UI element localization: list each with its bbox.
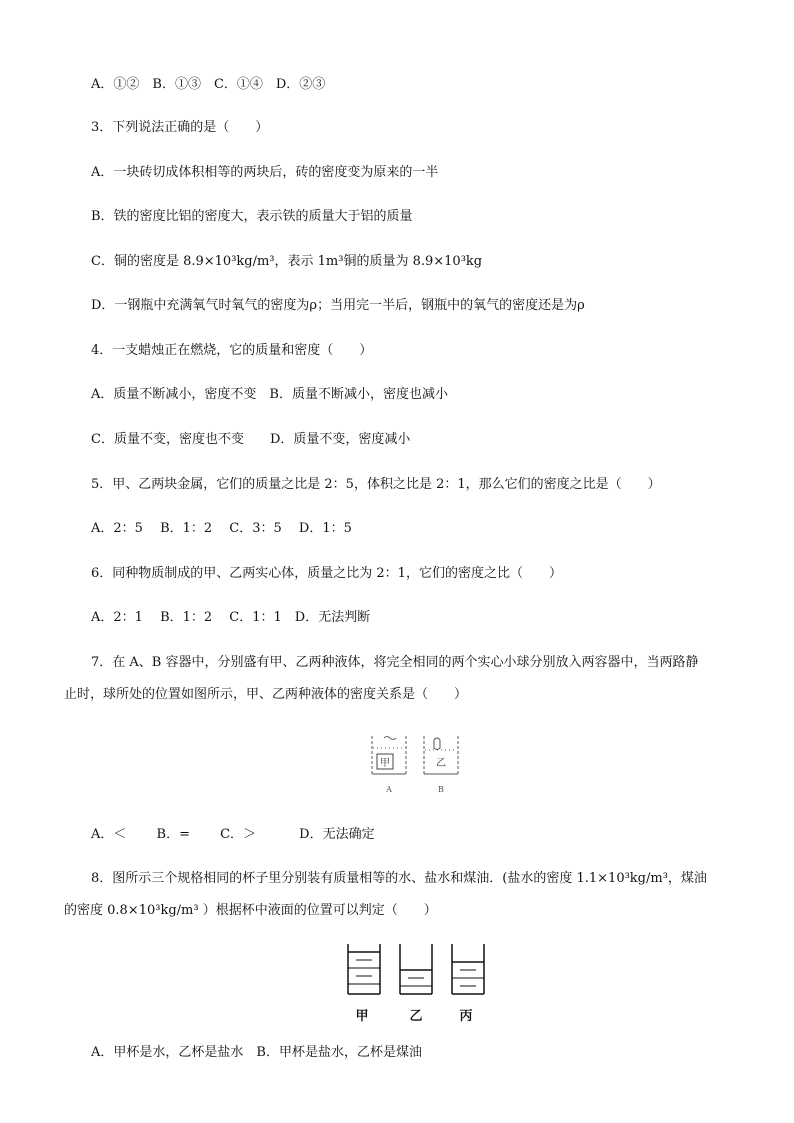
container-a	[372, 736, 406, 774]
q7-stem-line2: 止时，球所处的位置如图所示，甲、乙两种液体的密度关系是（ ）	[64, 687, 468, 702]
q8-options-ab: A．甲杯是水，乙杯是盐水 B．甲杯是盐水，乙杯是煤油	[91, 1045, 422, 1060]
q7-options: A．＜ B．= C．＞ D．无法确定	[91, 827, 375, 842]
q3-option-d: D．一钢瓶中充满氧气时氧气的密度为ρ；当用完一半后，钢瓶中的氧气的密度还是为ρ	[91, 298, 585, 313]
cup-yi	[400, 944, 432, 994]
cup-bing-label: 丙	[459, 1009, 473, 1024]
q4-options-ab: A．质量不断减小，密度不变 B．质量不断减小，密度也减小	[91, 387, 448, 402]
cup-yi-label: 乙	[409, 1009, 423, 1024]
container-b-letter: B	[438, 785, 444, 794]
q3-option-b: B．铁的密度比铝的密度大，表示铁的质量大于铝的质量	[91, 209, 413, 224]
cup-bing	[452, 944, 484, 994]
q3-option-c: C．铜的密度是 8.9×10³kg/m³，表示 1m³铜的质量为 8.9×10³kg	[91, 254, 483, 269]
q4-stem: 4．一支蜡烛正在燃烧，它的质量和密度（ ）	[91, 343, 373, 358]
q5-stem: 5．甲、乙两块金属，它们的质量之比是 2：5，体积之比是 2：1，那么它们的密度之比是（ ）	[91, 477, 661, 492]
q5-options: A．2：5 B．1：2 C．3：5 D．1：5	[91, 521, 352, 536]
cup-jia	[348, 944, 380, 994]
q7-stem-line1: 7．在 A、B 容器中，分别盛有甲、乙两种液体，将完全相同的两个实心小球分别放入两容器中，当两路静	[91, 655, 699, 670]
figure-8-cups	[340, 940, 490, 1030]
liquid-b-label: 乙	[436, 758, 446, 769]
q6-options: A．2：1 B．1：2 C．1：1 D．无法判断	[91, 610, 371, 625]
q3-option-a: A．一块砖切成体积相等的两块后，砖的密度变为原来的一半	[91, 165, 439, 180]
q8-stem-line2: 的密度 0.8×10³kg/m³ ）根据杯中液面的位置可以判定（ ）	[64, 903, 437, 918]
figure-7-containers	[368, 730, 468, 802]
q2-options: A．①② B．①③ C．①④ D．②③	[91, 77, 326, 92]
container-b	[424, 736, 458, 774]
q8-stem-line1: 8．图所示三个规格相同的杯子里分别装有质量相等的水、盐水和煤油．(盐水的密度 1.1×10³kg/m³，煤油	[91, 871, 707, 886]
q4-options-cd: C．质量不变，密度也不变 D．质量不变，密度减小	[91, 432, 411, 447]
cup-jia-label: 甲	[355, 1009, 369, 1024]
liquid-a-label: 甲	[380, 758, 390, 769]
container-a-letter: A	[386, 785, 392, 794]
q6-stem: 6．同种物质制成的甲、乙两实心体，质量之比为 2：1，它们的密度之比（ ）	[91, 566, 562, 581]
q3-stem: 3．下列说法正确的是（ ）	[91, 120, 269, 135]
